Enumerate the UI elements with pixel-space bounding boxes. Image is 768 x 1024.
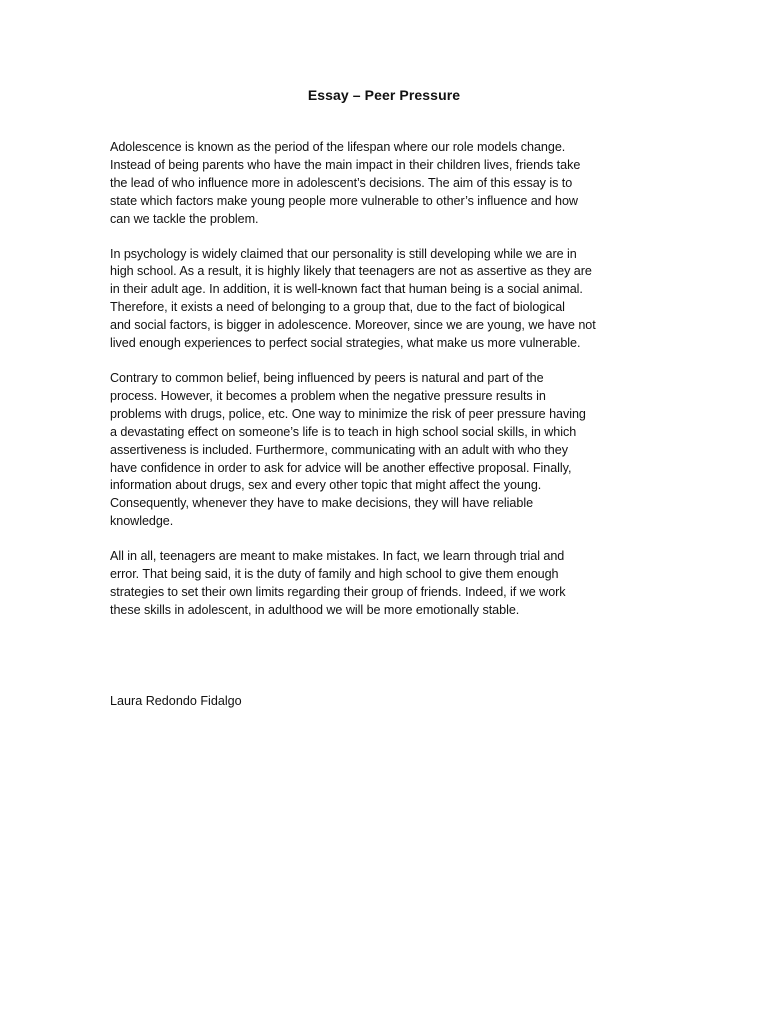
paragraph-line: process. However, it becomes a problem when the negative pressure results in xyxy=(110,388,546,403)
paragraph-line: Instead of being parents who have the main impact in their children lives, friends take xyxy=(110,157,581,172)
essay-paragraph-4 xyxy=(110,548,666,620)
paragraph-line: In psychology is widely claimed that our personality is still developing while we are in xyxy=(110,246,577,261)
paragraph-line: can we tackle the problem. xyxy=(110,211,259,226)
paragraph-line: state which factors make young people more vulnerable to other’s influence and how xyxy=(110,193,578,208)
paragraph-line: Therefore, it exists a need of belonging to a group that, due to the fact of biological xyxy=(110,300,565,315)
paragraph-line: assertiveness is included. Furthermore, communicating with an adult with who they xyxy=(110,442,568,457)
essay-paragraph-3 xyxy=(110,370,666,531)
paragraph-line: a devastating effect on someone’s life is to teach in high school social skills, in which xyxy=(110,424,577,439)
paragraph-line: high school. As a result, it is highly likely that teenagers are not as assertive as they are xyxy=(110,264,592,279)
paragraph-line: Adolescence is known as the period of the lifespan where our role models change. xyxy=(110,140,566,154)
paragraph-line: the lead of who influence more in adolescent’s decisions. The aim of this essay is to xyxy=(110,175,573,190)
essay-body xyxy=(110,139,666,637)
paragraph-line: Consequently, whenever they have to make decisions, they will have reliable xyxy=(110,496,534,511)
paragraph-line: problems with drugs, police, etc. One way to minimize the risk of peer pressure having xyxy=(110,406,586,421)
author-signature: Laura Redondo Fidalgo xyxy=(110,694,242,708)
paragraph-line: knowledge. xyxy=(110,514,174,529)
paragraph-line: Contrary to common belief, being influenced by peers is natural and part of the xyxy=(110,370,544,385)
paragraph-line: lived enough experiences to perfect social strategies, what make us more vulnerable. xyxy=(110,336,581,351)
paragraph-line: have confidence in order to ask for advice will be another effective proposal. Finally, xyxy=(110,460,572,475)
essay-paragraph-2 xyxy=(110,246,666,353)
paragraph-line: in their adult age. In addition, it is well-known fact that human being is a social animal. xyxy=(110,282,583,297)
paragraph-line: error. That being said, it is the duty of family and high school to give them enough xyxy=(110,567,559,582)
paragraph-line: these skills in adolescent, in adulthood we will be more emotionally stable. xyxy=(110,602,520,617)
essay-paragraph-1 xyxy=(110,139,666,229)
paragraph-line: All in all, teenagers are meant to make mistakes. In fact, we learn through trial and xyxy=(110,549,565,564)
paragraph-line: and social factors, is bigger in adolescence. Moreover, since we are young, we have not xyxy=(110,318,596,333)
paragraph-line: information about drugs, sex and every other topic that might affect the young. xyxy=(110,478,542,493)
essay-title: Essay – Peer Pressure xyxy=(307,87,461,103)
paragraph-line: strategies to set their own limits regarding their group of friends. Indeed, if we work xyxy=(110,584,566,599)
